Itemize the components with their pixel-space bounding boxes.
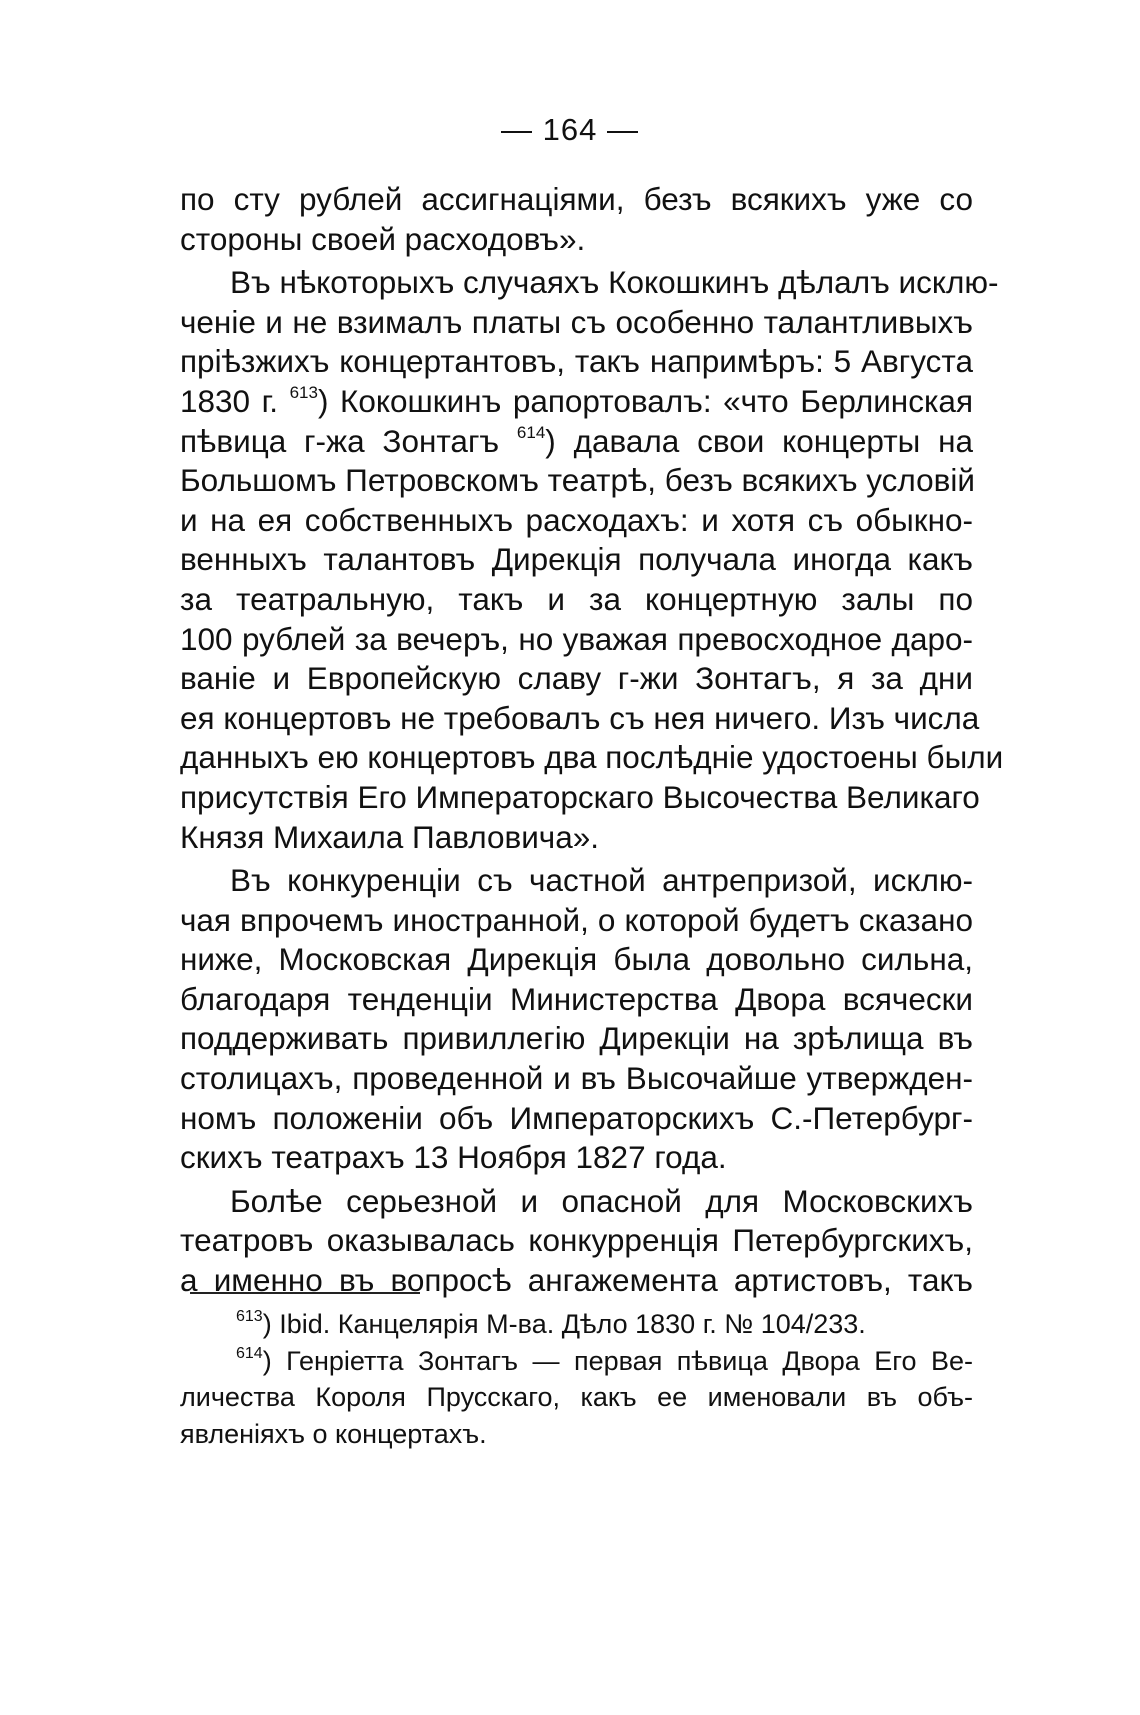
footnote-number: 613 — [236, 1308, 263, 1325]
footnotes — [180, 1306, 973, 1452]
text-line: столицахъ, проведенной и въ Высочайше утвержден- — [180, 1060, 973, 1097]
text-line: скихъ театрахъ 13 Ноября 1827 года. — [180, 1139, 727, 1176]
text-line: театровъ оказывалась конкурренція Петербургскихъ, — [180, 1222, 973, 1259]
text-line: ниже, Московская Дирекція была довольно сильна, — [180, 941, 973, 978]
footnote-line — [180, 1343, 973, 1380]
footnote-line: личества Короля Прусскаго, какъ ее именовали въ объ- — [180, 1382, 973, 1412]
footnote-text: ) Генріетта Зонтагъ — первая пѣвица Двора Его Ве- — [262, 1345, 973, 1376]
text-line: Болѣе серьезной и опасной для Московскихъ — [230, 1182, 973, 1219]
footnote-614 — [180, 1343, 973, 1453]
paragraph-4 — [180, 1182, 973, 1301]
text-fragment: 1830 г. — [180, 382, 290, 419]
text-line: присутствія Его Императорскаго Высочества Великаго — [180, 778, 980, 815]
paragraph-1 — [180, 180, 973, 259]
text-line: ченіе и не взималъ платы съ особенно талантливыхъ — [180, 303, 973, 340]
text-line: Въ конкуренціи съ частной антрепризой, исклю- — [230, 862, 973, 899]
paragraph-2 — [180, 263, 1004, 857]
footnote-line — [180, 1306, 973, 1343]
footnote-ref-614[interactable]: 614 — [516, 422, 546, 442]
page-number: — 164 — — [501, 112, 639, 147]
text-line: 100 рублей за вечеръ, но уважая превосходное даро- — [180, 620, 973, 657]
paragraph-3 — [180, 861, 973, 1178]
footnote-number: 614 — [236, 1344, 263, 1362]
text-line: поддерживать привиллегію Дирекціи на зрѣлища въ — [180, 1020, 973, 1057]
text-line: номъ положеніи объ Императорскихъ С.-Петербург- — [180, 1099, 973, 1136]
text-line: за театральную, такъ и за концертную залы по — [180, 580, 973, 617]
text-line: чая впрочемъ иностранной, о которой будетъ сказано — [180, 901, 973, 938]
text-line: ея концертовъ не требовалъ съ нея ничего. Изъ числа — [180, 699, 980, 736]
text-line: Большомъ Петровскомъ театрѣ, безъ всякихъ условій — [180, 462, 975, 499]
footnote-text: ) Ibid. Канцелярія М-ва. Дѣло 1830 г. № 104/233. — [262, 1309, 866, 1339]
text-fragment: ) Кокошкинъ рапортовалъ: «что Берлинская — [317, 382, 974, 419]
text-fragment: пѣвица г-жа Зонтагъ — [180, 422, 517, 459]
text-line: благодаря тенденціи Министерства Двора всячески — [180, 980, 973, 1017]
body-text — [180, 180, 1004, 1305]
text-line: ваніе и Европейскую славу г-жи Зонтагъ, я за дни — [180, 660, 973, 697]
text-line: венныхъ талантовъ Дирекція получала иногда какъ — [180, 541, 973, 578]
footnote-line: явленіяхъ о концертахъ. — [180, 1418, 487, 1449]
footnote-divider — [190, 1292, 420, 1294]
text-line: по сту рублей ассигнаціями, безъ всякихъ уже со — [180, 181, 973, 217]
text-line-with-ref — [180, 422, 973, 462]
text-line: Князя Михаила Павловича». — [180, 818, 600, 855]
text-line-with-ref — [180, 382, 973, 422]
text-line: стороны своей расходовъ». — [180, 220, 586, 257]
text-line: пріѣзжихъ концертантовъ, такъ напримѣръ: 5 Августа — [180, 343, 973, 380]
text-line: и на ея собственныхъ расходахъ: и хотя съ обыкно- — [180, 501, 973, 538]
text-fragment: ) давала свои концерты на — [545, 422, 973, 459]
footnote-ref-613[interactable]: 613 — [289, 382, 318, 402]
footnote-613 — [180, 1306, 973, 1343]
text-line: Въ нѣкоторыхъ случаяхъ Кокошкинъ дѣлалъ исклю- — [230, 264, 999, 301]
text-line: данныхъ ею концертовъ два послѣдніе удостоены были — [180, 739, 1004, 776]
text-line: а именно въ вопросѣ ангажемента артистовъ, такъ — [180, 1262, 973, 1299]
